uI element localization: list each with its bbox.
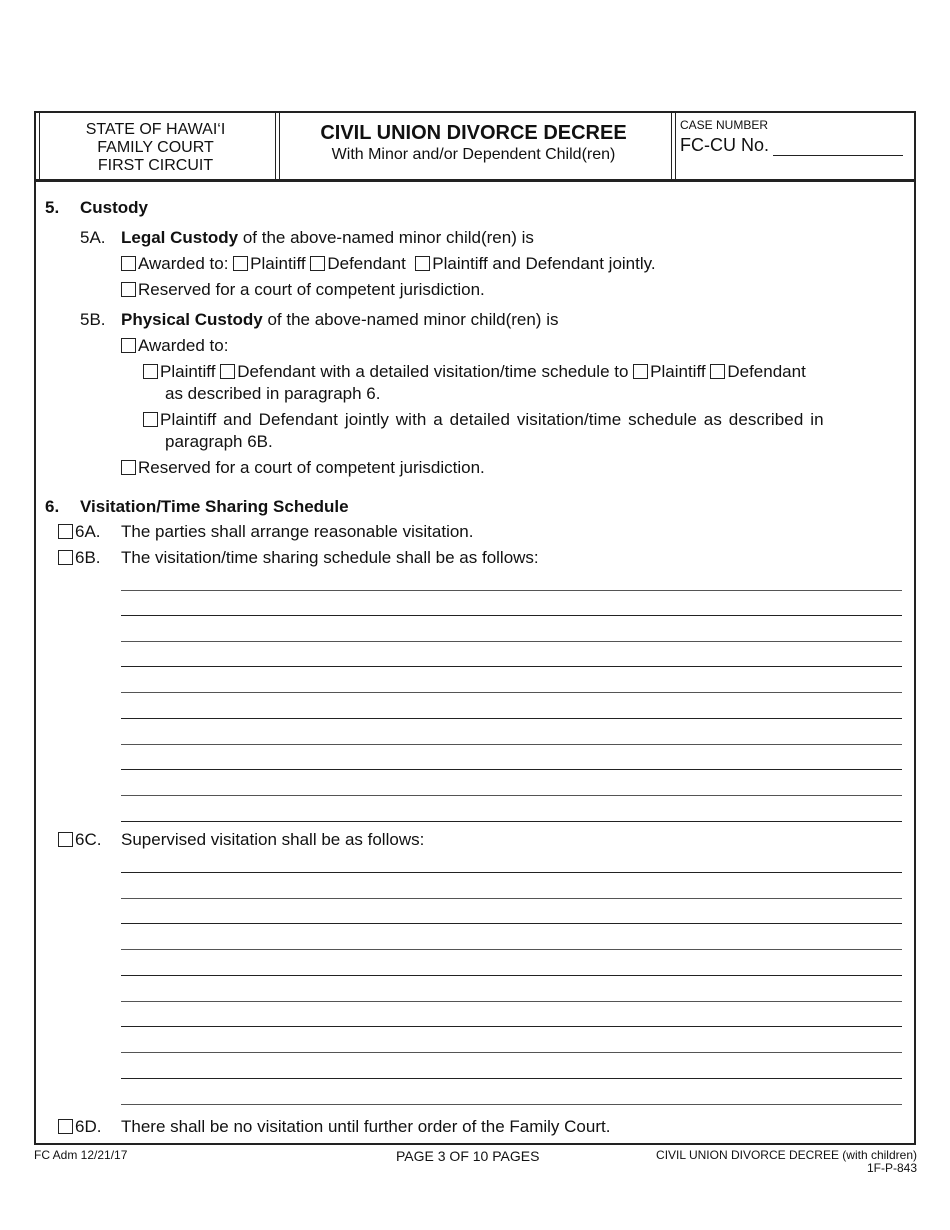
6c-line[interactable] [121,975,902,976]
6c-text: Supervised visitation shall be as follows: [121,830,425,849]
physical-option-2: Plaintiff and Defendant jointly with a detailed visitation/time schedule as described in [143,410,893,430]
6b-line[interactable] [121,718,902,719]
physical-awarded-checkbox[interactable] [121,338,136,353]
court-name: FAMILY COURT [97,139,214,156]
6b-line[interactable] [121,590,902,591]
legal-defendant-checkbox[interactable] [310,256,325,271]
section-6-number: 6. [45,497,60,516]
section-5b-number: 5B. [80,310,106,329]
case-prefix: FC-CU No. [680,135,769,155]
legal-jointly-checkbox[interactable] [415,256,430,271]
physical-custody-bold: Physical Custody [121,310,263,329]
section-5a-number: 5A. [80,228,106,247]
form-number: FC Adm 12/21/17 [34,1148,128,1162]
6b-line[interactable] [121,666,902,667]
section-6-heading: Visitation/Time Sharing Schedule [80,497,349,516]
title-block [276,113,672,179]
section-6d: 6D. [58,1117,101,1137]
6d-text: There shall be no visitation until further order of the Family Court. [121,1117,611,1136]
form-title: CIVIL UNION DIVORCE DECREE [320,122,627,144]
section-6a: 6A. [58,522,101,542]
6b-line[interactable] [121,795,902,796]
6c-checkbox[interactable] [58,832,73,847]
6c-line[interactable] [121,872,902,873]
legal-reserved-option: Reserved for a court of competent jurisdiction. [121,280,485,300]
physical-option-1: Plaintiff Defendant with a detailed visitation/time schedule to Plaintiff Defendant [143,362,806,382]
6b-line[interactable] [121,821,902,822]
court-state: STATE OF HAWAI‘I [85,121,226,138]
physical-plaintiff-checkbox[interactable] [143,364,158,379]
6b-line[interactable] [121,744,902,745]
physical-option-2-line2: paragraph 6B. [165,432,273,451]
6a-text: The parties shall arrange reasonable visitation. [121,522,474,541]
footer-form-code: 1F-P-843 [866,1161,917,1175]
legal-plaintiff-checkbox[interactable] [233,256,248,271]
section-5-number: 5. [45,198,60,217]
legal-awarded-checkbox[interactable] [121,256,136,271]
6b-line[interactable] [121,769,902,770]
physical-defendant-checkbox[interactable] [220,364,235,379]
court-block [36,113,276,179]
form-subtitle: With Minor and/or Dependent Child(ren) [331,146,616,163]
6c-line[interactable] [121,949,902,950]
6d-checkbox[interactable] [58,1119,73,1134]
section-6b: 6B. [58,548,101,568]
6c-line[interactable] [121,1078,902,1079]
physical-reserved-option: Reserved for a court of competent jurisdiction. [121,458,485,478]
6b-text: The visitation/time sharing schedule shall be as follows: [121,548,539,567]
schedule-plaintiff-checkbox[interactable] [633,364,648,379]
legal-custody-bold: Legal Custody [121,228,239,247]
physical-option-1-line2: as described in paragraph 6. [165,384,381,403]
form-header [36,113,914,182]
physical-custody-text: Physical Custody of the above-named minor child(ren) is [121,310,559,329]
case-number-block [672,113,914,179]
physical-jointly-checkbox[interactable] [143,412,158,427]
6c-line[interactable] [121,1026,902,1027]
legal-reserved-checkbox[interactable] [121,282,136,297]
physical-awarded-option: Awarded to: [121,336,228,356]
6a-checkbox[interactable] [58,524,73,539]
6c-line[interactable] [121,923,902,924]
legal-custody-options: Awarded to: Plaintiff Defendant Plaintiff and Defendant jointly. [121,254,656,274]
court-circuit: FIRST CIRCUIT [97,157,214,174]
footer-form-title: CIVIL UNION DIVORCE DECREE (with children) 1F-P-843 [656,1148,917,1175]
6c-line[interactable] [121,1052,902,1053]
case-number-field[interactable] [773,155,903,156]
legal-custody-text: Legal Custody of the above-named minor child(ren) is [121,228,534,247]
physical-reserved-checkbox[interactable] [121,460,136,475]
case-number-label: CASE NUMBER [680,118,769,132]
6b-line[interactable] [121,615,902,616]
page-number: PAGE 3 OF 10 PAGES [396,1148,540,1164]
6b-checkbox[interactable] [58,550,73,565]
6c-line[interactable] [121,898,902,899]
section-6c: 6C. [58,830,101,850]
6b-line[interactable] [121,641,902,642]
section-5-heading: Custody [80,198,148,217]
6c-line[interactable] [121,1104,902,1105]
6c-line[interactable] [121,1001,902,1002]
6b-line[interactable] [121,692,902,693]
schedule-defendant-checkbox[interactable] [710,364,725,379]
